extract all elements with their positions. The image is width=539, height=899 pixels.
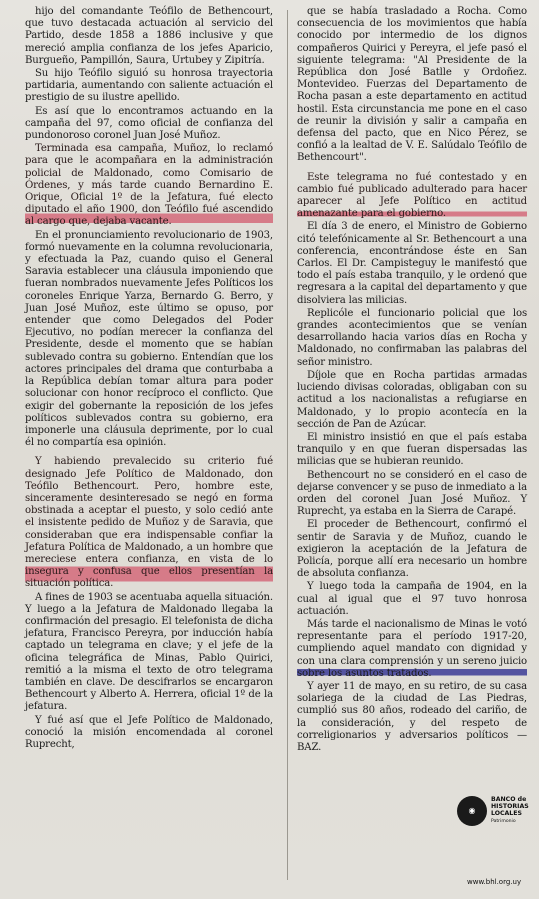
paragraph: Y luego toda la campaña de 1904, en la cual al igual que el 97 tuvo honrosa actuación. (297, 581, 527, 617)
paragraph: Su hijo Teófilo siguió su honrosa trayectoria partidaria, aumentando con saliente actuación el prestigio de su ilustre apellido. (25, 68, 273, 104)
article-column-left (25, 6, 273, 752)
archive-logo (455, 792, 537, 892)
paragraph: Bethencourt no se consideró en el caso de dejarse convencer y se puso de inmediato a la orden del coronel Juan José Muñoz. Y Ruprecht, ya estaba en la Sierra de Carapé. (297, 469, 527, 518)
archive-logo-text: BANCO de HISTORIAS LOCALES Patrimonio (491, 796, 529, 824)
article-column-right (297, 6, 527, 755)
paragraph-highlighted: Más tarde el nacionalismo de Minas le votó representante para el período 1917-20, cumpliendo aquel mandato con dignidad y con una clara comprensión y un sereno juicio sobre los asuntos tratados. (297, 618, 527, 679)
paragraph-highlighted: Y habiendo prevalecido su criterio fué designado Jefe Político de Maldonado, don Teófilo Bethencourt. Pero, hombre este, sinceramente desinteresado se negó en forma obstinada a aceptar el puesto, y solo cedió ante el insistente pedido de Muñoz y de Saravia, que consideraban que era indispensable confiar la Jefatura Política de Maldonado, a un hombre que mereciese entera confianza, en vista de lo insegura y confusa que ellos presentían la situación política. (25, 456, 273, 590)
paragraph: En el pronunciamiento revolucionario de 1903, formó nuevamente en la columna revolucionaria, y efectuada la Paz, cuando quiso el General Saravia establecer una cláusula imponiendo que fueran nombrados nuevamente Jefes Políticos los coroneles Enrique Yarza, Bernardo G. Berro, y Juan José Muñoz, este último se opuso, por entender que como Delegados del Poder Ejecutivo, no podían merecer la confianza del Presidente, desde el momento que se habían sublevado contra su gobierno. Entendían que los actores principales del drama que conturbaba a la República debían tomar altura para poder solucionar con honor recíproco el conflicto. Que exigir del gobernante la reposición de los jefes políticos sublevados contra su gobierno, era imponerle una cláusula deprimente, por lo cual él no compartía esa opinión. (25, 229, 273, 449)
paragraph: Es así que lo encontramos actuando en la campaña del 97, como oficial de confianza del pundonoroso coronel Juan José Muñoz. (25, 105, 273, 142)
paragraph: Replicóle el funcionario policial que los grandes acontecimientos que se venían desarrollando hacia varios días en Rocha y Maldonado, no confirmaban las palabras del señor ministro. (297, 307, 527, 368)
paragraph: que se había trasladado a Rocha. Como consecuencia de los movimientos que había conocido por intermedio de los dignos compañeros Quirici y Pereyra, el jefe pasó el siguiente telegrama: "Al Presidente de la República don José Batlle y Ordoñez. Montevideo. Fuerzas del Departamento de Rocha pasan a este departamento en actitud hostil. Esta circunstancia me pone en el caso de reunir la división y salir a campaña en defensa del pacto, que en Nico Pérez, se confió a la lealtad de V. E. Salúdalo Teófilo de Bethencourt". (297, 6, 527, 164)
paragraph: Y ayer 11 de mayo, en su retiro, de su casa solariega de la ciudad de Las Piedras, cumplió sus 80 años, rodeado del cariño, de la consideración, y del respeto de correligionarios y adversarios políticos — BAZ. (297, 680, 527, 753)
paragraph: hijo del comandante Teófilo de Bethencourt, que tuvo destacada actuación al servicio del Partido, desde 1858 a 1886 inclusive y que mereció amplia confianza de los jefes Aparicio, Burgueño, Pampillón, Saura, Urtubey y Zipitría. (25, 6, 273, 66)
paragraph: Y fué así que el Jefe Político de Maldonado, conoció la misión encomendada al coronel Ruprecht, (25, 714, 273, 750)
paragraph: El ministro insistió en que el país estaba tranquilo y en que fueran dispersadas las milicias que se hubieran reunido. (297, 431, 527, 468)
column-divider (287, 10, 288, 880)
paragraph: El día 3 de enero, el Ministro de Gobierno citó telefónicamente al Sr. Bethencourt a una conferencia, encontrándose éste en San Carlos. El Dr. Campisteguy le manifestó que todo el país estaba tranquilo, y le ordenó que regresara a la capital del departamento y que disolviera las milicias. (297, 221, 527, 306)
paragraph-highlighted: Este telegrama no fué contestado y en cambio fué publicado adulterado para hacer aparecer al Jefe Político en actitud amenazante para el gobierno. (297, 171, 527, 220)
paragraph-highlighted: Terminada esa campaña, Muñoz, lo reclamó para que le acompañara en la administración policial de Maldonado, como Comisario de Órdenes, y más tarde cuando Bernardino E. Orique, Oficial 1º de la Jefatura, fué electo diputado el año 1900, don Teófilo fué ascendido al cargo que, dejaba vacante. (25, 143, 273, 228)
paragraph: Díjole que en Rocha partidas armadas luciendo divisas coloradas, obligaban con su actitud a los nacionalistas a refugiarse en Maldonado, y lo propio acontecía en la sección de Pan de Azúcar. (297, 369, 527, 430)
paragraph: A fines de 1903 se acentuaba aquella situación. Y luego a la Jefatura de Maldonado llegaba la confirmación del presagio. El telefonista de dicha jefatura, Francisco Pereyra, por inducción había captado un telegrama en clave; y el jefe de la oficina telegráfica de Minas, Pablo Quirici, remitió a la misma el texto de otro telegrama también en clave. De descifrarlos se encargaron Bethencourt y Alberto A. Herrera, oficial 1º de la jefatura. (25, 591, 273, 713)
archive-url: www.bhl.org.uy (467, 878, 522, 886)
paragraph: El proceder de Bethencourt, confirmó el sentir de Saravia y de Muñoz, cuando le exigieron la aceptación de la Jefatura de Policía, porque allí era necesario un hombre de absoluta confianza. (297, 519, 527, 580)
archive-seal-icon: ◉ (457, 796, 487, 826)
